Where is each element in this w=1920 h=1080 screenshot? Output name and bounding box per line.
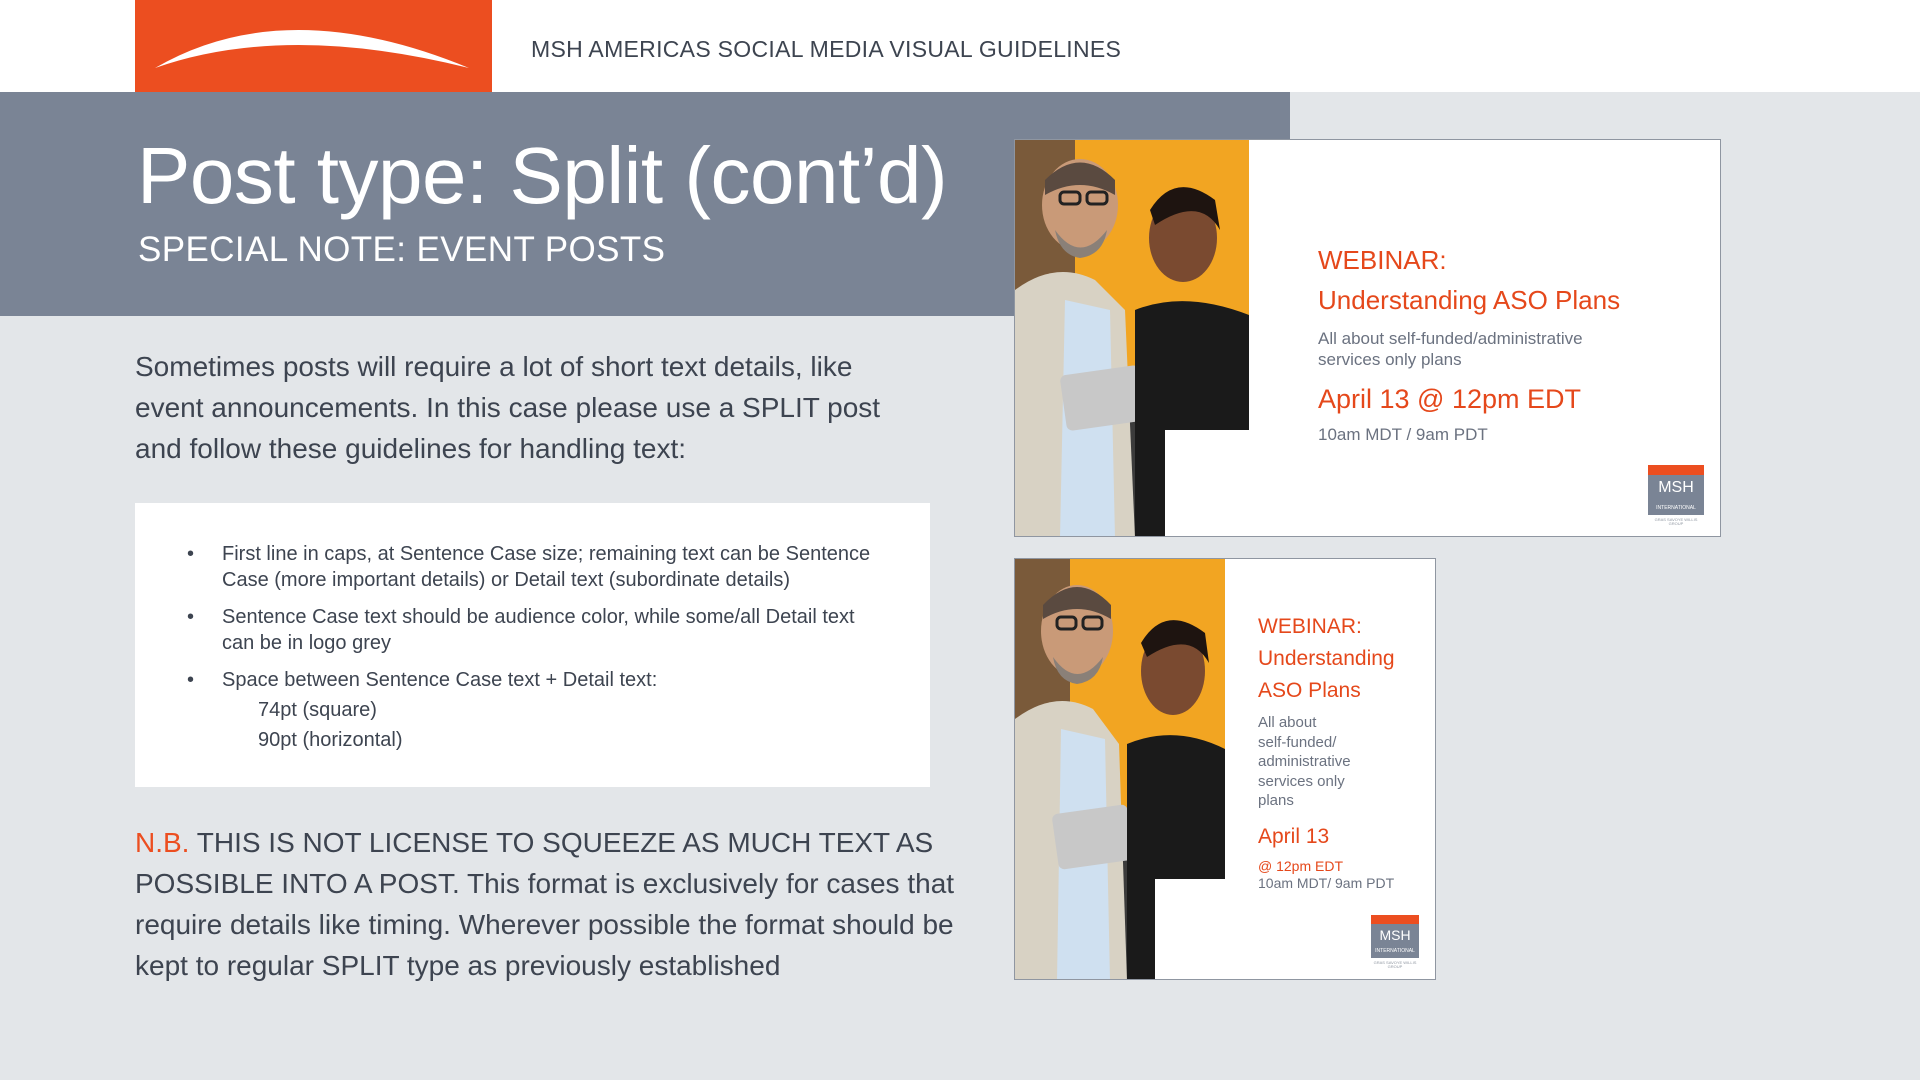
nb-text: THIS IS NOT LICENSE TO SQUEEZE AS MUCH TEXT AS POSSIBLE INTO A POST. This format is exclusively for cases that require details like timing. Wherever possible the format should be kept to regular SPLIT type as previously established bbox=[135, 827, 955, 981]
bullet-icon: • bbox=[187, 543, 195, 565]
nb-label: N.B. bbox=[135, 827, 190, 858]
post-title: Understanding ASO Plans bbox=[1318, 285, 1621, 315]
list-item bbox=[185, 541, 885, 593]
spacing-square: 74pt (square) bbox=[258, 699, 377, 721]
intro-paragraph: Sometimes posts will require a lot of short text details, like event announcements. In this case please use a SPLIT post and follow these guidelines for handling text: bbox=[135, 351, 881, 464]
msh-logo-icon bbox=[1371, 915, 1419, 969]
logo-tag: GRAS SAVOYE WILLIS GROUP bbox=[1373, 960, 1417, 969]
desc-line: All about bbox=[1258, 714, 1317, 731]
square-post-example bbox=[1014, 558, 1436, 980]
post-alt-times: 10am MDT/ 9am PDT bbox=[1258, 874, 1395, 891]
guideline-text: Sentence Case text should be audience color, while some/all Detail text can be in logo grey bbox=[222, 606, 855, 654]
post-description: All about self-funded/administrative services only plans bbox=[1318, 329, 1583, 369]
people-photo bbox=[1015, 140, 1249, 536]
list-item bbox=[185, 604, 885, 656]
top-bar bbox=[0, 0, 1920, 92]
logo-sub: INTERNATIONAL bbox=[1375, 948, 1415, 954]
msh-logo-block bbox=[135, 0, 492, 92]
logo-name: MSH bbox=[1379, 927, 1411, 943]
logo-name: MSH bbox=[1658, 479, 1694, 496]
desc-line: self-funded/ bbox=[1258, 733, 1337, 751]
arc-logo-icon bbox=[135, 0, 492, 92]
post-text bbox=[1258, 611, 1423, 891]
post-date: April 13 bbox=[1258, 824, 1330, 848]
desc-line: administrative bbox=[1258, 753, 1351, 770]
nb-note bbox=[135, 822, 955, 986]
page-subtitle: SPECIAL NOTE: EVENT POSTS bbox=[138, 230, 666, 269]
horizontal-post-example bbox=[1014, 139, 1721, 537]
spacing-horizontal: 90pt (horizontal) bbox=[258, 729, 403, 751]
page-title: Post type: Split (cont’d) bbox=[137, 131, 948, 220]
post-title-line: ASO Plans bbox=[1258, 679, 1361, 702]
post-description bbox=[1258, 713, 1423, 811]
logo-sub: INTERNATIONAL bbox=[1656, 505, 1696, 511]
post-headline: WEBINAR: bbox=[1258, 615, 1362, 638]
people-photo bbox=[1015, 559, 1225, 979]
bullet-icon: • bbox=[187, 669, 195, 691]
post-time: @ 12pm EDT bbox=[1258, 857, 1344, 874]
post-headline: WEBINAR: bbox=[1318, 245, 1447, 275]
bullet-icon: • bbox=[187, 606, 195, 628]
post-date: April 13 @ 12pm EDT bbox=[1318, 384, 1581, 414]
guideline-text: Space between Sentence Case text + Detail text: bbox=[222, 669, 658, 691]
desc-line: services only bbox=[1258, 772, 1345, 790]
post-text bbox=[1318, 240, 1698, 445]
list-item bbox=[185, 667, 885, 753]
guidelines-box bbox=[135, 503, 930, 787]
post-title-line: Understanding bbox=[1258, 647, 1395, 670]
guideline-text: First line in caps, at Sentence Case size; remaining text can be Sentence Case (more important details) or Detail text (subordinate details) bbox=[222, 543, 871, 591]
desc-line: plans bbox=[1258, 792, 1294, 809]
post-alt-times: 10am MDT / 9am PDT bbox=[1318, 425, 1488, 444]
document-title: MSH AMERICAS SOCIAL MEDIA VISUAL GUIDELINES bbox=[531, 36, 1122, 62]
msh-logo-icon bbox=[1648, 465, 1704, 526]
guidelines-list bbox=[185, 541, 885, 764]
logo-tag: GRAS SAVOYE WILLIS GROUP bbox=[1654, 517, 1698, 526]
